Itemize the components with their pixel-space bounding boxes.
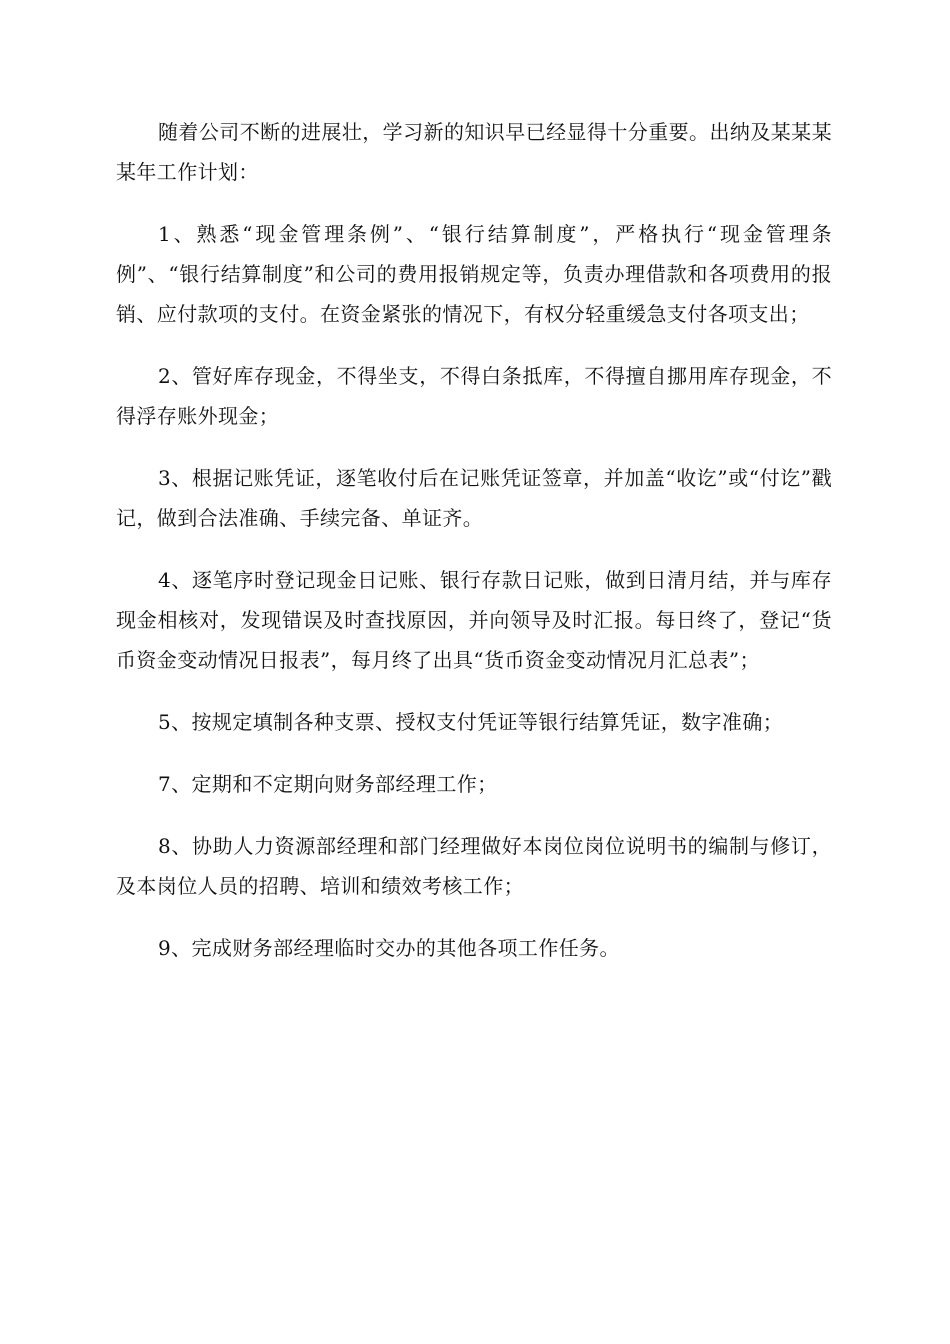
item-9-paragraph: 9、完成财务部经理临时交办的其他各项工作任务。 [158,936,620,960]
item-8-paragraph: 8、协助人力资源部经理和部门经理做好本岗位岗位说明书的编制与修订，及本岗位人员的招聘、培训和绩效考核工作； [116,834,832,898]
item-5-paragraph: 5、按规定填制各种支票、授权支付凭证等银行结算凭证，数字准确； [158,710,784,734]
item-3-paragraph: 3、根据记账凭证，逐笔收付后在记账凭证签章，并加盖“收讫”或“付讫”戳记，做到合法准确、手续完备、单证齐。 [116,466,832,530]
item-2-paragraph: 2、管好库存现金，不得坐支，不得白条抵库，不得擅自挪用库存现金，不得浮存账外现金； [116,364,832,428]
intro-paragraph: 随着公司不断的进展壮，学习新的知识早已经显得十分重要。出纳及某某某某年工作计划： [116,120,832,184]
item-4-paragraph: 4、逐笔序时登记现金日记账、银行存款日记账，做到日清月结，并与库存现金相核对，发现错误及时查找原因，并向领导及时汇报。每日终了，登记“货币资金变动情况日报表”，每月终了出具“货币资金变动情况月汇总表”； [116,568,832,672]
item-7-paragraph: 7、定期和不定期向财务部经理工作； [158,772,498,796]
item-1-paragraph: 1、熟悉“现金管理条例”、“银行结算制度”，严格执行“现金管理条例”、“银行结算制度”和公司的费用报销规定等，负责办理借款和各项费用的报销、应付款项的支付。在资金紧张的情况下，有权分轻重缓急支付各项支出； [116,222,832,326]
document-body [116,112,832,990]
